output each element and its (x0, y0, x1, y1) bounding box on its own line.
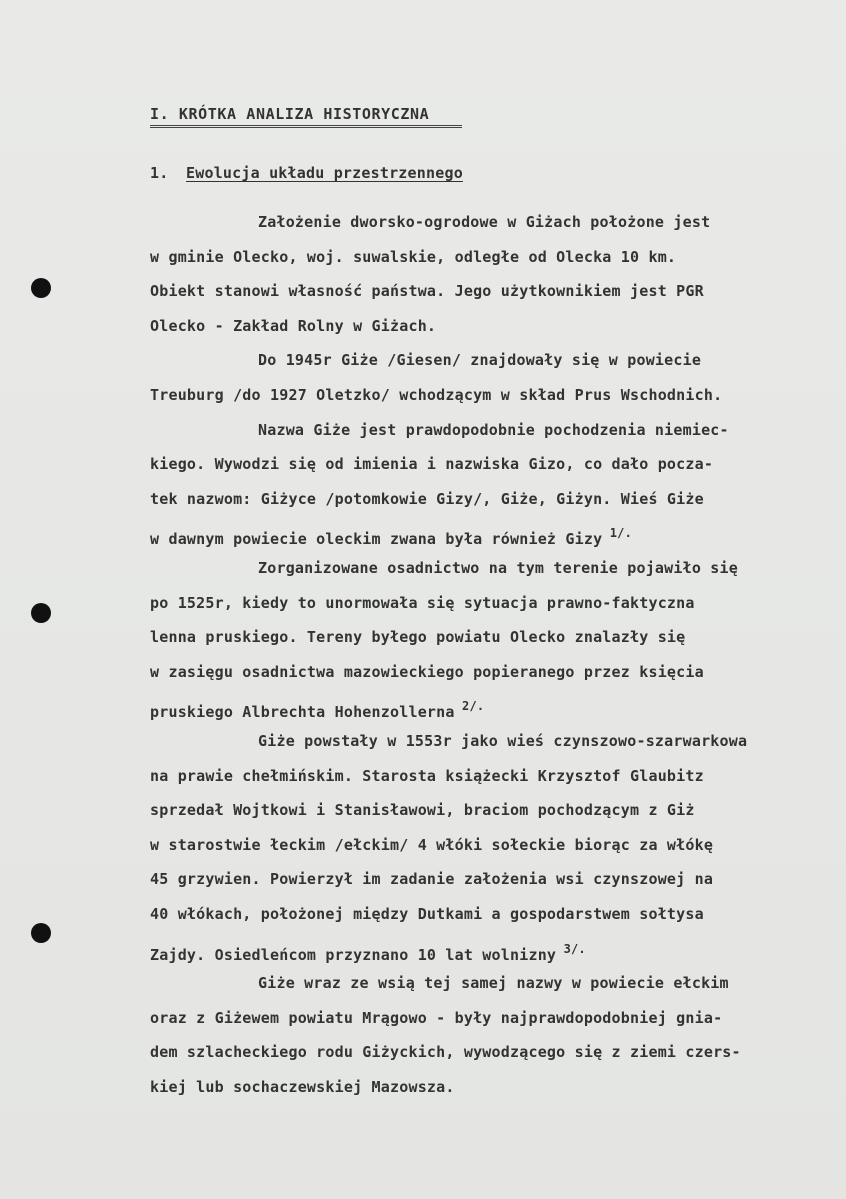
text-line (150, 247, 676, 267)
line-text: kiego. Wywodzi się od imienia i nazwiska Gizo, co dało pocza- (150, 455, 714, 473)
page-title: I. KRÓTKA ANALIZA HISTORYCZNA (150, 105, 430, 123)
text-line (150, 800, 695, 820)
line-text: Zorganizowane osadnictwo na tym terenie pojawiło się (258, 559, 738, 577)
line-text: kiej lub sochaczewskiej Mazowsza. (150, 1078, 455, 1096)
line-text: 45 grzywien. Powierzył im zadanie założenia wsi czynszowej na (150, 870, 714, 888)
text-line (150, 281, 704, 301)
text-line (150, 696, 484, 722)
line-text: Obiekt stanowi własność państwa. Jego użytkownikiem jest PGR (150, 282, 704, 300)
line-text: lenna pruskiego. Tereny byłego powiatu Olecko znalazły się (150, 628, 686, 646)
line-text: Treuburg /do 1927 Oletzko/ wchodzącym w skład Prus Wschodnich. (150, 386, 723, 404)
binder-hole-top (31, 278, 51, 298)
text-line (150, 835, 713, 855)
text-line (150, 939, 586, 965)
text-line (150, 593, 695, 613)
text-line (258, 350, 701, 370)
text-line (150, 869, 713, 889)
line-text: 40 włókach, położonej między Dutkami a gospodarstwem sołtysa (150, 905, 704, 923)
line-text: po 1525r, kiedy to unormowała się sytuacja prawno-faktyczna (150, 594, 695, 612)
text-line (258, 558, 738, 578)
text-line (150, 662, 704, 682)
line-text: dem szlacheckiego rodu Giżyckich, wywodzącego się z ziemi czers- (150, 1043, 741, 1061)
footnote-reference: 1/. (602, 526, 633, 540)
text-line (150, 1008, 722, 1028)
line-text: Nazwa Giże jest prawdopodobnie pochodzenia niemiec- (258, 421, 729, 439)
text-line (150, 454, 713, 474)
text-line (258, 731, 747, 751)
line-text: na prawie chełmińskim. Starosta książecki Krzysztof Glaubitz (150, 767, 704, 785)
text-line (150, 1042, 741, 1062)
line-text: oraz z Giżewem powiatu Mrągowo - były najprawdopodobniej gnia- (150, 1009, 723, 1027)
title-double-underline (150, 125, 462, 128)
text-line (150, 523, 632, 549)
line-text: w starostwie łeckim /ełckim/ 4 włóki sołeckie biorąc za włókę (150, 836, 714, 854)
binder-hole-bottom (31, 923, 51, 943)
text-line (150, 385, 722, 405)
footnote-reference: 3/. (556, 942, 586, 956)
line-text: Założenie dworsko-ogrodowe w Giżach położone jest (258, 213, 711, 231)
section-title: Ewolucja układu przestrzennego (186, 164, 463, 182)
binder-hole-middle (31, 603, 51, 623)
footnote-reference: 2/. (454, 699, 485, 713)
line-text: tek nazwom: Giżyce /potomkowie Gizy/, Giże, Giżyn. Wieś Giże (150, 490, 704, 508)
text-line (150, 766, 704, 786)
section-number: 1. (150, 164, 169, 182)
line-text: sprzedał Wojtkowi i Stanisławowi, braciom pochodzącym z Giż (150, 801, 695, 819)
line-text: w gminie Olecko, woj. suwalskie, odległe od Olecka 10 km. (150, 248, 677, 266)
text-line (150, 1077, 455, 1097)
text-line (150, 627, 685, 647)
text-line (150, 904, 704, 924)
line-text: pruskiego Albrechta Hohenzollerna (150, 703, 455, 721)
text-line (258, 420, 729, 440)
line-text: Olecko - Zakład Rolny w Giżach. (150, 317, 437, 335)
text-line (150, 316, 436, 336)
line-text: Giże wraz ze wsią tej samej nazwy w powiecie ełckim (258, 974, 729, 992)
line-text: w zasięgu osadnictwa mazowieckiego popieranego przez księcia (150, 663, 704, 681)
text-line (258, 973, 729, 993)
line-text: Do 1945r Giże /Giesen/ znajdowały się w powiecie (258, 351, 702, 369)
line-text: w dawnym powiecie oleckim zwana była również Gizy (150, 530, 603, 548)
text-line (258, 212, 710, 232)
line-text: Giże powstały w 1553r jako wieś czynszowo-szarwarkowa (258, 732, 748, 750)
text-line (150, 489, 704, 509)
line-text: Zajdy. Osiedleńcom przyznano 10 lat wolnizny (150, 946, 557, 964)
